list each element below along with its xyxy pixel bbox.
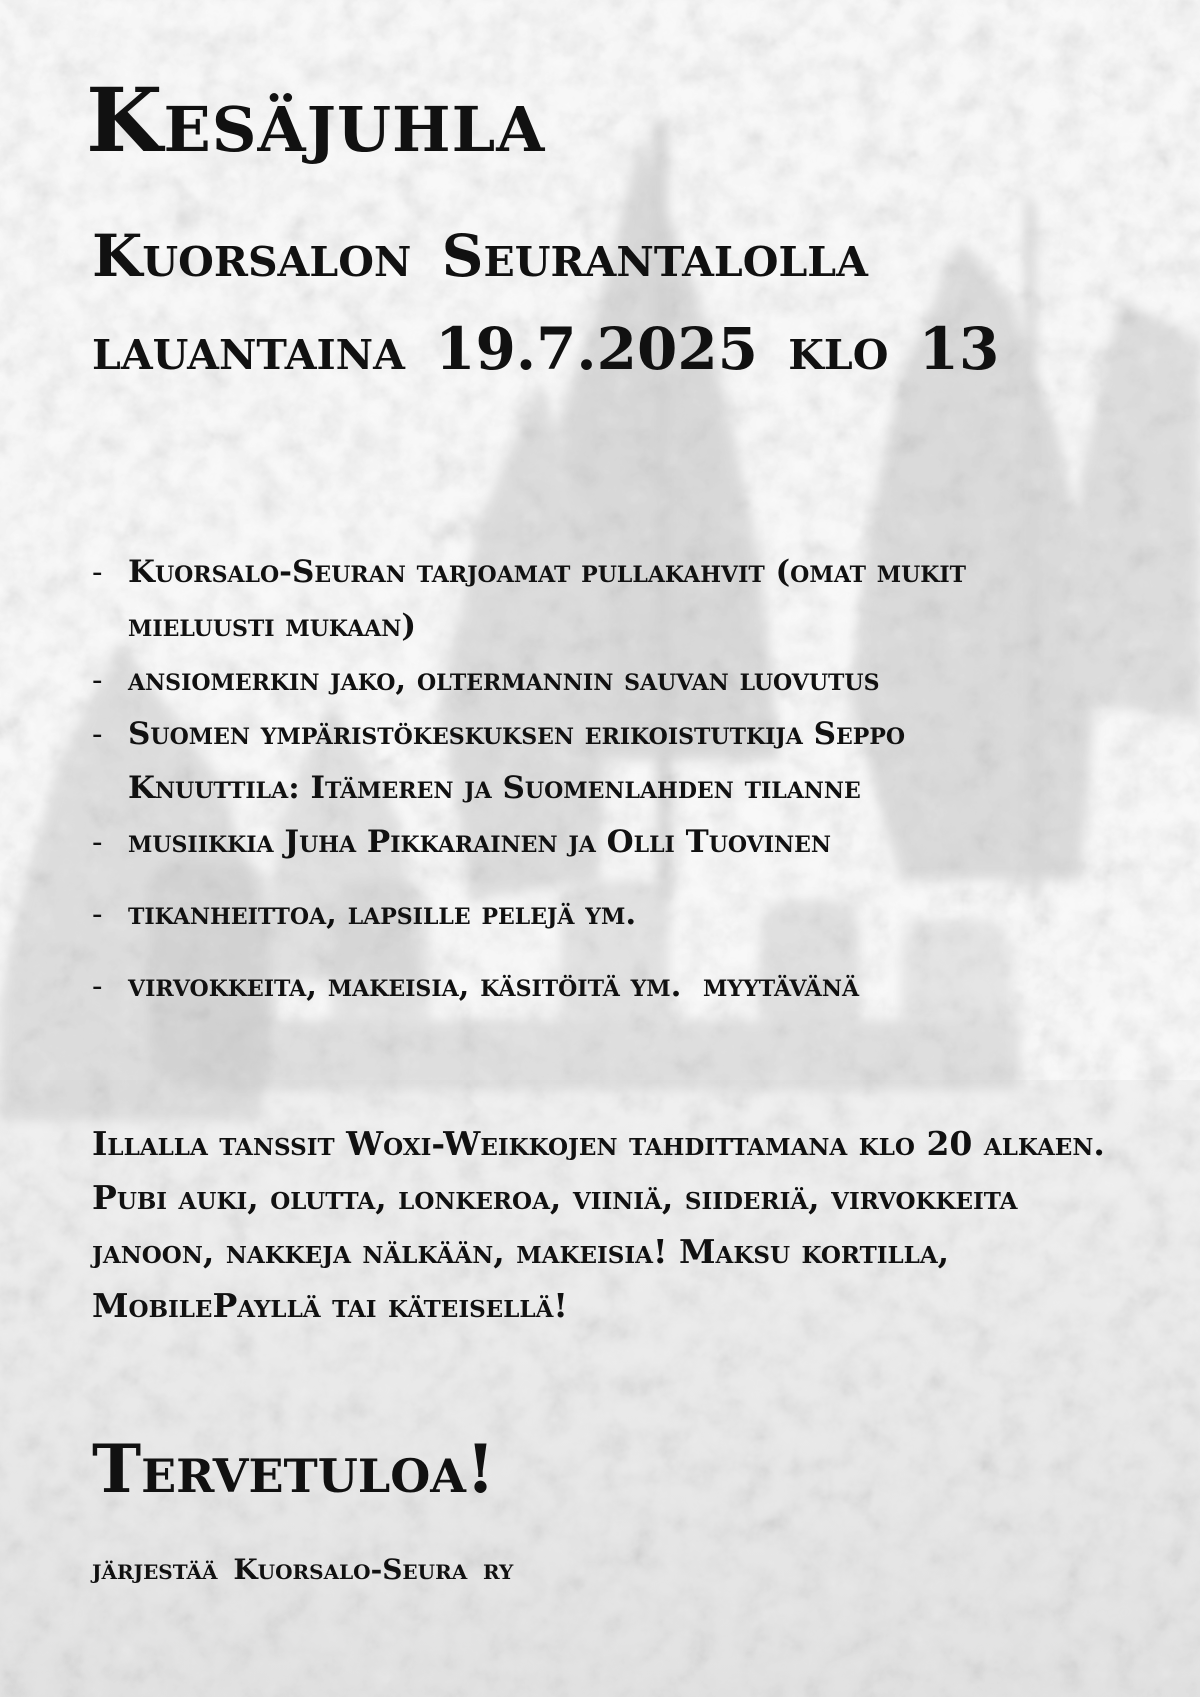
event-datetime: lauantaina 19.7.2025 klo 13	[92, 315, 1000, 383]
program-list	[92, 545, 1072, 1013]
bullet-dash: -	[92, 896, 103, 932]
bullet-dash: -	[92, 968, 103, 1004]
welcome-text: Tervetuloa!	[92, 1430, 495, 1508]
program-item-text: Suomen ympäristökeskuksen erikoistutkija Seppo Knuuttila: Itämeren ja Suomenlahden tilanne	[128, 716, 906, 806]
program-item	[92, 545, 1072, 653]
organizer-text: järjestää Kuorsalo-Seura ry	[92, 1553, 514, 1586]
bullet-dash: -	[92, 662, 103, 698]
program-item	[92, 815, 1072, 869]
program-item	[92, 653, 1072, 707]
program-item	[92, 959, 1072, 1013]
event-venue: Kuorsalon Seurantalolla	[92, 222, 868, 290]
program-item-text: tikanheittoa, lapsille pelejä ym.	[128, 896, 637, 932]
program-item	[92, 707, 1072, 815]
program-item	[92, 887, 1072, 941]
program-item-text: Kuorsalo-Seuran tarjoamat pullakahvit (omat mukit mieluusti mukaan)	[128, 554, 967, 644]
program-item-text: virvokkeita, makeisia, käsitöitä ym. myytävänä	[128, 968, 860, 1004]
program-item-text: musiikkia Juha Pikkarainen ja Olli Tuovinen	[128, 824, 832, 860]
program-item-text: ansiomerkin jako, oltermannin sauvan luovutus	[128, 662, 880, 698]
evening-info: Illalla tanssit Woxi-Weikkojen tahdittamana klo 20 alkaen. Pubi auki, olutta, lonkeroa, viiniä, siideriä, virvokkeita janoon, nakkeja nälkään, makeisia! Maksu kortilla, MobilePayllä tai käteisellä!	[92, 1124, 1105, 1325]
event-title: Kesäjuhla	[86, 68, 546, 172]
bullet-dash: -	[92, 554, 103, 590]
bullet-dash: -	[92, 716, 103, 752]
bullet-dash: -	[92, 824, 103, 860]
